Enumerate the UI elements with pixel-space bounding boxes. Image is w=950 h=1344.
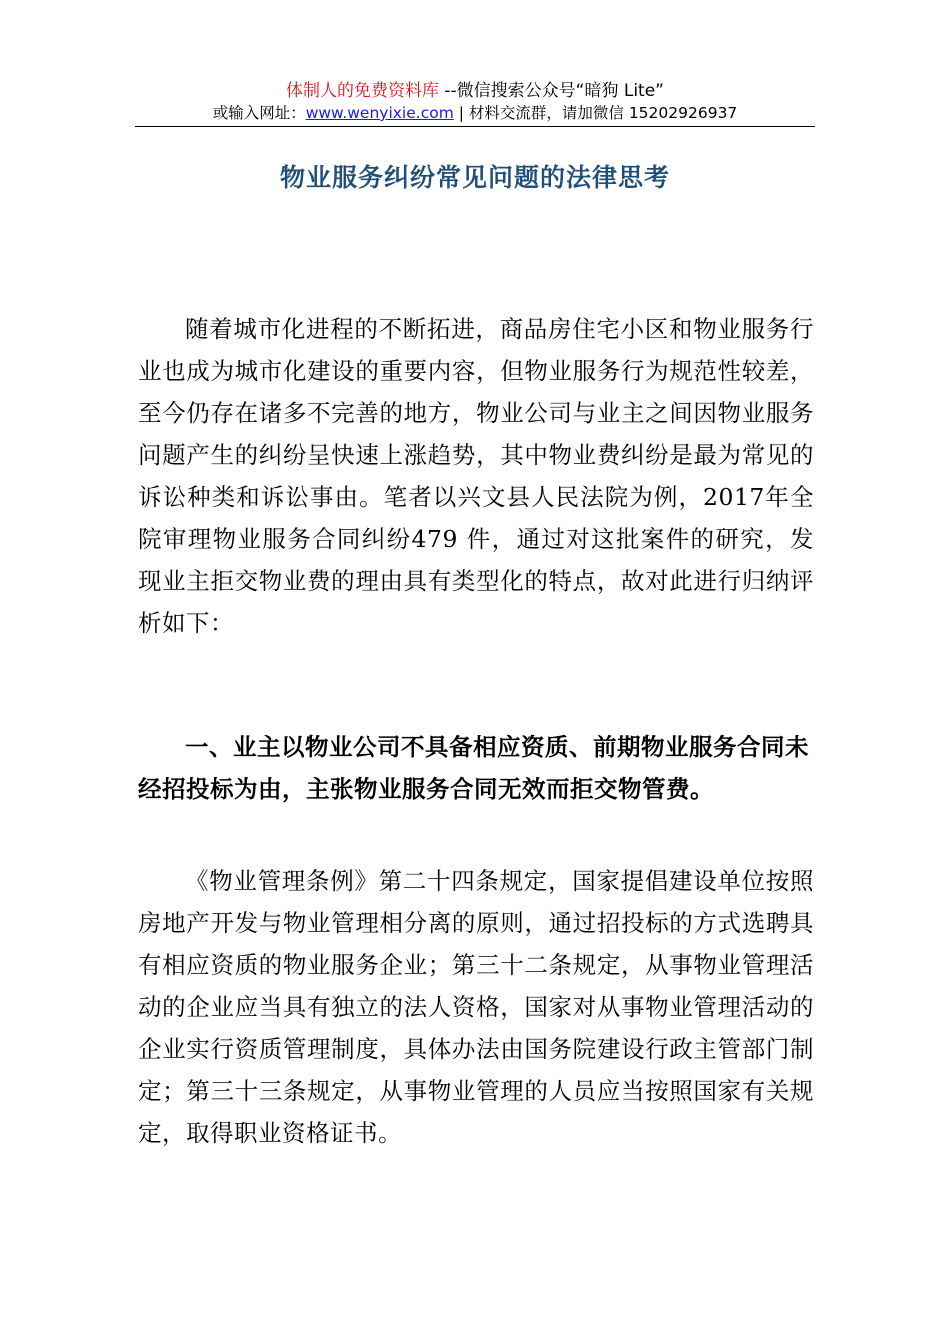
- header-promo-line: [135, 80, 815, 102]
- header-wechat-note: --微信搜索公众号“暗狗 Lite”: [438, 81, 664, 101]
- page-header: [135, 80, 815, 124]
- body-paragraph-regulation: 《物业管理条例》第二十四条规定，国家提倡建设单位按照房地产开发与物业管理相分离的原则，通过招投标的方式选聘具有相应资质的物业服务企业；第三十二条规定，从事物业管理活动的企业应当具有独立的法人资格，国家对从事物业管理活动的企业实行资质管理制度，具体办法由国务院建设行政主管部门制定；第三十三条规定，从事物业管理的人员应当按照国家有关规定，取得职业资格证书。: [138, 867, 814, 1147]
- section-heading-1: 一、业主以物业公司不具备相应资质、前期物业服务合同未经招投标为由，主张物业服务合同无效而拒交物管费。: [138, 733, 809, 803]
- header-contact: | 材料交流群，请加微信 15202926937: [453, 104, 738, 122]
- body-paragraph-intro: 随着城市化进程的不断拓进，商品房住宅小区和物业服务行业也成为城市化建设的重要内容，但物业服务行为规范性较差，至今仍存在诸多不完善的地方，物业公司与业主之间因物业服务问题产生的纠纷呈快速上涨趋势，其中物业费纠纷是最为常见的诉讼种类和诉讼事由。笔者以兴文县人民法院为例，2017年全院审理物业服务合同纠纷479 件，通过对这批案件的研究，发现业主拒交物业费的理由具有类型化的特点，故对此进行归纳评析如下：: [138, 315, 814, 637]
- header-contact-line: [135, 102, 815, 124]
- header-divider: [135, 126, 815, 127]
- header-site-link[interactable]: www.wenyixie.com: [305, 104, 454, 122]
- header-site-prefix: 或输入网址：: [212, 104, 306, 122]
- document-title: 物业服务纠纷常见问题的法律思考: [279, 163, 670, 192]
- header-brand: 体制人的免费资料库: [285, 81, 439, 101]
